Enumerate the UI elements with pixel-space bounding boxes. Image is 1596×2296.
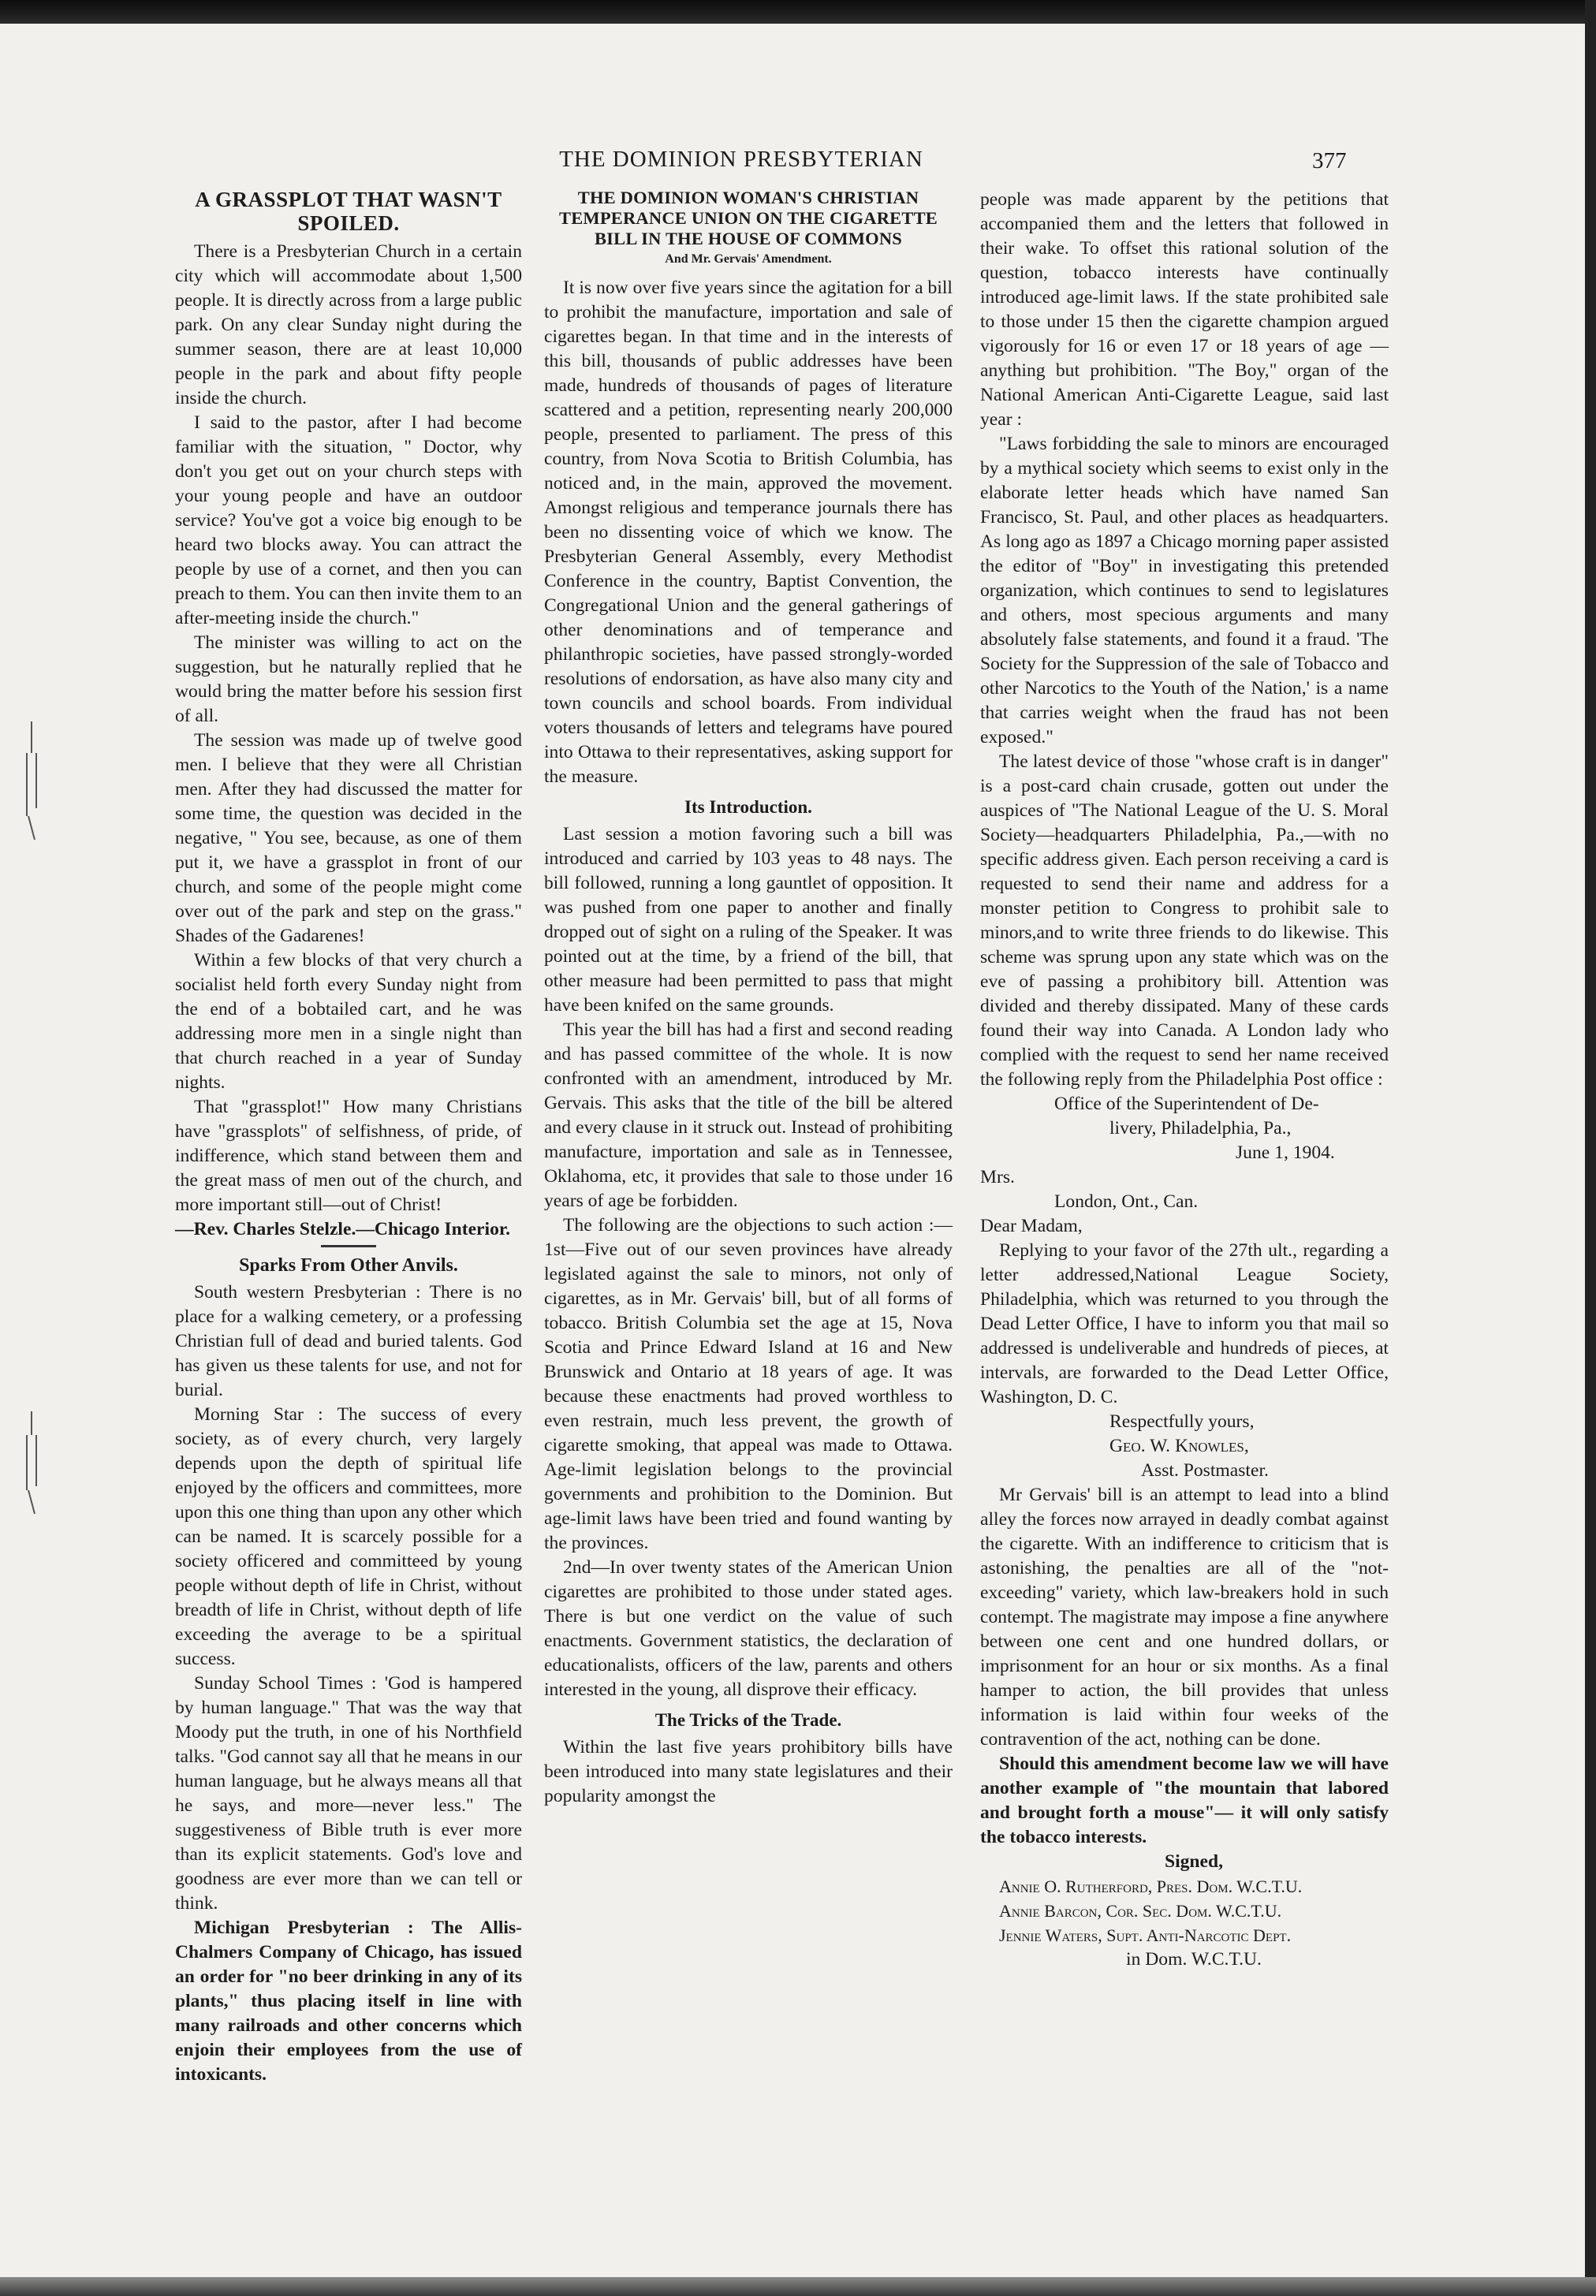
- paragraph: Michigan Presbyterian : The Allis-Chalmers Company of Chicago, has issued an order for "no beer drinking in any of its plants," thus placing itself in line with many railroads and other concerns which enjoin their employees from the use of intoxicants.: [175, 1918, 522, 2085]
- column-middle: [544, 188, 953, 1809]
- letter-body: Replying to your favor of the 27th ult., regarding a letter addressed,National League Society, Philadelphia, which was returned to you through the Dead Letter Office, I have to inform you that mail so addressed is undeliverable and hundreds of pieces, at intervals, are forwarded to the Dead Letter Office, Washington, D. C.: [980, 1240, 1389, 1407]
- scan-top-border: [0, 0, 1596, 24]
- column-right: [980, 188, 1389, 1972]
- page-number: 377: [1312, 148, 1347, 173]
- paragraph: Should this amendment become law we will have another example of "the mountain that labored and brought forth a mouse"— it will only satisfy the tobacco interests.: [980, 1754, 1389, 1847]
- paragraph: Within the last five years prohibitory bills have been introduced into many state legislatures and their popularity amongst the: [544, 1737, 953, 1806]
- paragraph: people was made apparent by the petitions that accompanied them and the letters that followed in their wake. To offset this rational solution of the question, tobacco interests have continually introduced age-limit laws. If the state prohibited sale to those under 15 then the cigarette champion argued vigorously for 16 or even 17 or 18 years of age —anything but prohibition. "The Boy," organ of the National American Anti-Cigarette League, said last year :: [980, 189, 1389, 430]
- section-title-tricks: The Tricks of the Trade.: [654, 1710, 842, 1730]
- letter-address: London, Ont., Can.: [1054, 1191, 1199, 1212]
- paragraph: Sunday School Times : 'God is hampered by human language." That was the way that Moody put the truth, in one of his Northfield talks. "God cannot say all that he means in our human language, but he always means all that he says, and more—never less." The suggestiveness of Bible truth is ever more than its explicit statements. God's love and goodness are ever more than we can tell or think.: [175, 1673, 522, 1914]
- section-title-introduction: Its Introduction.: [684, 797, 812, 817]
- letter-salutation: Dear Madam,: [980, 1216, 1083, 1236]
- signature-line: Annie O. Rutherford, Pres. Dom. W.C.T.U.: [999, 1877, 1303, 1896]
- paragraph: I said to the pastor, after I had become familiar with the situation, " Doctor, why don't you get out on your church steps with your young people and have an outdoor service? You've got a voice big enough to be heard two blocks away. You can attract the people by use of a cornet, and then you can preach to them. You can then invite them to an after-meeting inside the church.": [175, 412, 522, 628]
- letter-recipient: Mrs.: [980, 1167, 1015, 1187]
- column-left: [175, 188, 522, 2087]
- paragraph: Within a few blocks of that very church a socialist held forth every Sunday night from the end of a bobtailed cart, and he was addressing more men in a single night than that church reached in a year of Sunday nights.: [175, 950, 522, 1093]
- article-subtitle: And Mr. Gervais' Amendment.: [665, 252, 832, 266]
- paragraph: It is now over five years since the agitation for a bill to prohibit the manufacture, importation and sale of cigarettes began. In that time and in the interests of this bill, thousands of public addresses have been made, hundreds of thousands of pages of literature scattered and a petition, representing nearly 200,000 people, presented to parliament. The press of this country, from Nova Scotia to British Columbia, has noticed and, in the main, approved the movement. Amongst religious and temperance journals there has been no dissenting voice of which we know. The Presbyterian General Assembly, every Methodist Conference in the country, Baptist Convention, the Congregational Union and the general gatherings of other denominations and of temperance and philanthropic societies, have passed strongly-worded resolutions of endorsation, as have also many city and town councils and school boards. From individual voters thousands of letters and telegrams have poured into Ottawa to their representatives, asking support for the measure.: [544, 278, 953, 787]
- scan-right-border: [1585, 0, 1596, 2296]
- paragraph: 2nd—In over twenty states of the American Union cigarettes are prohibited to those under stated ages. There is but one verdict on the value of such enactments. Government statistics, the declaration of educationalists, officers of the law, parents and others interested in the young, all disprove their efficacy.: [544, 1557, 953, 1700]
- paragraph: This year the bill has had a first and second reading and has passed committee of the whole. It is now confronted with an amendment, introduced by Mr. Gervais. This asks that the title of the bill be altered and every clause in it struck out. Instead of prohibiting manufacture, importation and sale as in Tennessee, Oklahoma, etc, it provides that sale to those under 16 years of age be forbidden.: [544, 1019, 953, 1211]
- letter-office-line: Office of the Superintendent of De-: [1054, 1094, 1319, 1114]
- letter-date: June 1, 1904.: [1236, 1142, 1335, 1163]
- scan-bottom-border: [0, 2277, 1596, 2296]
- section-title-sparks: Sparks From Other Anvils.: [239, 1255, 458, 1276]
- letter-signer-title: Asst. Postmaster.: [1141, 1460, 1269, 1481]
- binding-clip-icon: [24, 1411, 39, 1514]
- byline: —Rev. Charles Stelzle.—Chicago Interior.: [175, 1219, 511, 1239]
- signature-line: Annie Barcon, Cor. Sec. Dom. W.C.T.U.: [999, 1901, 1282, 1921]
- binding-clip-icon: [24, 721, 39, 840]
- letter-signer: Geo. W. Knowles,: [1109, 1436, 1249, 1456]
- paragraph: Morning Star : The success of every society, as of every church, very largely depends upon the depth of spiritual life enjoyed by the officers and committees, more upon this one thing than upon any other which can be named. It is scarcely possible for a society officered and committeed by young people without depth of life in Christ, without breadth of life in Christ, without depth of life exceeding the average to be a spiritual success.: [175, 1404, 522, 1669]
- paragraph: The session was made up of twelve good men. I believe that they were all Christian men. After they had discussed the matter for some time, the question was decided in the negative, " You see, because, as one of them put it, we have a grassplot in front of our church, and some of the people might come over out of the park and step on the grass." Shades of the Gadarenes!: [175, 730, 522, 946]
- paragraph: There is a Presbyterian Church in a certain city which will accommodate about 1,500 people. It is directly across from a large public park. On any clear Sunday night during the summer season, there are at least 10,000 people in the park and about fifty people inside the church.: [175, 241, 522, 408]
- divider: [321, 1245, 376, 1247]
- article-title-wctu: THE DOMINION WOMAN'S CHRISTIAN TEMPERANCE UNION ON THE CIGARETTE BILL IN THE HOUSE OF COMMONS: [558, 188, 938, 248]
- signature-line: Jennie Waters, Supt. Anti-Narcotic Dept.: [999, 1925, 1292, 1945]
- paragraph: The latest device of those "whose craft is in danger" is a post-card chain crusade, gotten out under the auspices of "The National League of the U. S. Moral Society—headquarters Philadelphia, Pa.,—with no specific address given. Each person receiving a card is requested to send their name and address for a monster petition to Congress to prohibit sale to minors,and to write three friends to do likewise. This scheme was sprung upon any state which was on the eve of passing a prohibitory bill. Attention was divided and thereby dissipated. Many of these cards found their way into Canada. A London lady who complied with the request to send her name received the following reply from the Philadelphia Post office :: [980, 751, 1389, 1090]
- letter-closing: Respectfully yours,: [1109, 1411, 1255, 1432]
- paragraph: "Laws forbidding the sale to minors are encouraged by a mythical society which seems to exist only in the elaborate letter heads which have named San Francisco, St. Paul, and other places as headquarters. As long ago as 1897 a Chicago morning paper assisted the editor of "Boy" in investigating this pretended organization, which continues to send to legislatures and others, most specious arguments and many absolutely false statements, and found it a fraud. 'The Society for the Suppression of the sale of Tobacco and other Narcotics to the Youth of the Nation,' is a name that carries weight when the fraud has not been exposed.": [980, 434, 1389, 747]
- paragraph: The following are the objections to such action :—1st—Five out of our seven provinces have already legislated against the sale to minors, not only of cigarettes, as in Mr. Gervais' bill, but of all forms of tobacco. British Columbia set the age at 15, Nova Scotia and Prince Edward Island at 16 and New Brunswick and Ontario at 18 years of age. It was because these enactments had proved worthless to even restrain, much less prevent, the growth of cigarette smoking, that appeal was made to Ottawa. Age-limit legislation belongs to the provincial governments and prohibition to the Dominion. But age-limit laws have been tried and found wanting by the provinces.: [544, 1215, 953, 1553]
- paragraph: Mr Gervais' bill is an attempt to lead into a blind alley the forces now arrayed in deadly combat against the cigarette. With an indifference to criticism that is astonishing, the penalties are all of the "not-exceeding" variety, which law-breakers hold in such contempt. The magistrate may impose a fine anywhere between one cent and one hundred dollars, or imprisonment for an hour or six months. As a final hamper to action, the bill provides that unless information is laid within four weeks of the contravention of the act, nothing can be done.: [980, 1485, 1389, 1750]
- signed-label: Signed,: [1164, 1851, 1224, 1872]
- paragraph: Last session a motion favoring such a bill was introduced and carried by 103 yeas to 48 nays. The bill followed, running a long gauntlet of opposition. It was pushed from one paper to another and finally dropped out of sight on a ruling of the Speaker. It was pointed out at the time, by a friend of the bill, that other measure had been permitted to pass that might have been knifed on the same grounds.: [544, 824, 953, 1016]
- paragraph: South western Presbyterian : There is no place for a walking cemetery, or a professing Christian full of dead and buried talents. God has given us these talents for use, and not for burial.: [175, 1282, 522, 1400]
- letter-office-line: livery, Philadelphia, Pa.,: [1109, 1118, 1292, 1139]
- signature-line: in Dom. W.C.T.U.: [1126, 1949, 1262, 1970]
- paragraph: The minister was willing to act on the suggestion, but he naturally replied that he would bring the matter before his session first of all.: [175, 632, 522, 726]
- paragraph: That "grassplot!" How many Christians have "grassplots" of selfishness, of pride, of indifference, which stand between them and the great mass of men out of the church, and more important still—out of Christ!: [175, 1097, 522, 1215]
- journal-header: THE DOMINION PRESBYTERIAN: [559, 147, 923, 172]
- article-title-grassplot: A GRASSPLOT THAT WASN'T SPOILED.: [195, 188, 502, 235]
